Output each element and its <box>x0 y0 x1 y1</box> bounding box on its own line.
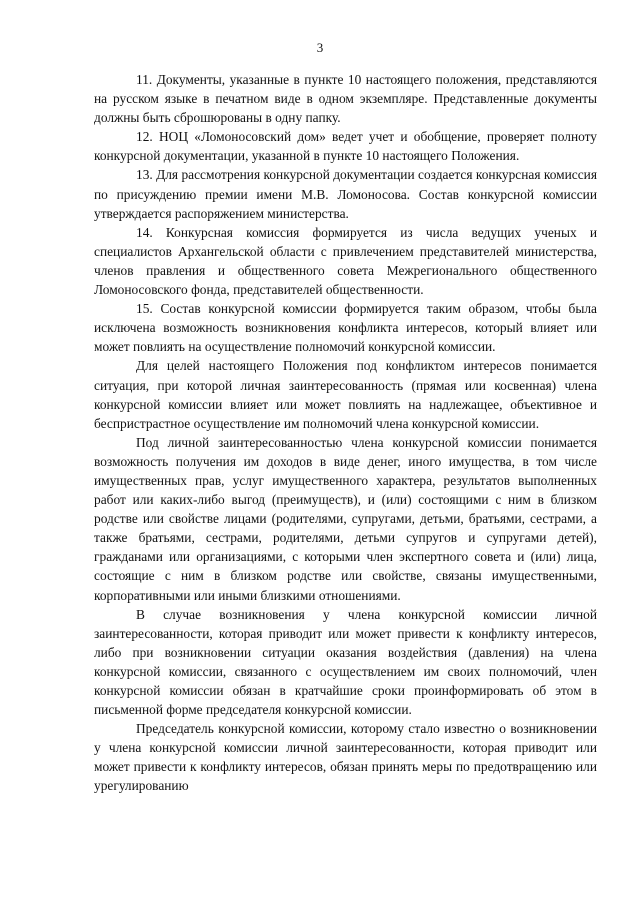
paragraph-conflict-definition: Для целей настоящего Положения под конфликтом интересов понимается ситуация, при которой личная заинтересованность (прямая или косвенная) члена конкурсной комиссии влияет или может повлиять на надлежащее, объективное и беспристрастное осуществление им полномочий члена конкурсной комиссии. <box>94 358 597 431</box>
paragraph-13: 13. Для рассмотрения конкурсной документации создается конкурсная комиссия по присуждению премии имени М.В. Ломоносова. Состав конкурсной комиссии утверждается распоряжением министерства. <box>94 167 597 221</box>
paragraph-14: 14. Конкурсная комиссия формируется из числа ведущих ученых и специалистов Архангельской области с привлечением представителей министерства, членов правления и общественного совета Межрегионального общественного Ломоносовского фонда, представителей общественности. <box>94 224 597 298</box>
paragraph-15: 15. Состав конкурсной комиссии формируется таким образом, чтобы была исключена возможность возникновения конфликта интересов, который влияет или может повлиять на осуществление полномочий конкурсной комиссии. <box>94 301 597 355</box>
paragraph-notification-duty: В случае возникновения у члена конкурсной комиссии личной заинтересованности, которая приводит или может привести к конфликту интересов, либо при возникновении ситуации оказания воздействия (давления) на члена конкурсной комиссии, связанного с осуществлением им своих полномочий, член конкурсной комиссии обязан в кратчайшие сроки проинформировать об этом в письменной форме председателя конкурсной комиссии. <box>94 606 597 718</box>
page-number: 3 <box>316 40 324 55</box>
paragraph-personal-interest: Под личной заинтересованностью члена конкурсной комиссии понимается возможность получения им доходов в виде денег, иного имущества, в том числе имущественных прав, услуг имущественного характера, результатов выполненных работ или каких-либо выгод (преимуществ), и (или) состоящими с ним в близком родстве или свойстве лицами (родителями, супругами, детьми, братьями, сестрами, а также братьями, сестрами, родителями, детьми супругов и супругами детей), гражданами или организациями, с которыми член экспертного совета и (или) лица, состоящие с ним в близком родстве или свойстве, связаны имущественными, корпоративными или иными близкими отношениями. <box>94 434 597 603</box>
paragraph-12: 12. НОЦ «Ломоносовский дом» ведет учет и обобщение, проверяет полноту конкурсной документации, указанной в пункте 10 настоящего Положения. <box>94 129 597 164</box>
document-body <box>94 70 597 796</box>
paragraph-chairman-duty: Председатель конкурсной комиссии, которому стало известно о возникновении у члена конкурсной комиссии личной заинтересованности, которая приводит или может привести к конфликту интересов, обязан принять меры по предотвращению или урегулированию <box>94 721 597 794</box>
paragraph-11: 11. Документы, указанные в пункте 10 настоящего положения, представляются на русском языке в печатном виде в одном экземпляре. Представленные документы должны быть сброшюрованы в одну папку. <box>94 72 597 126</box>
